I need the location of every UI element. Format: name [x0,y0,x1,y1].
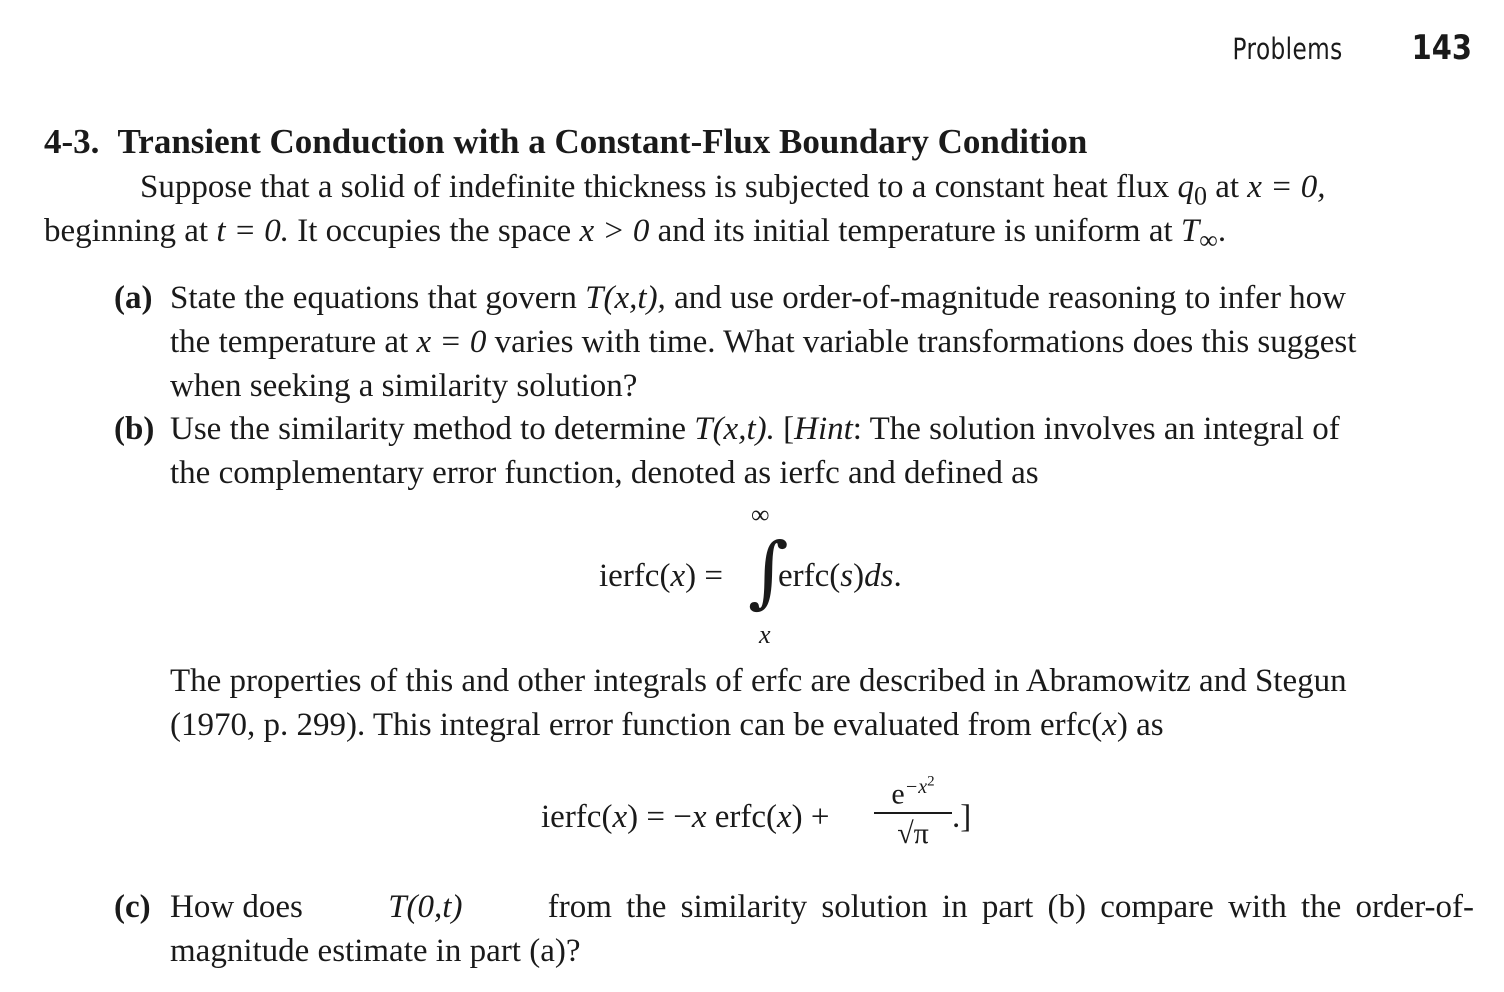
part-c-label: (c) [114,889,151,925]
part-a-line-1 [170,276,1346,320]
part-b-line-1 [170,407,1340,451]
part-b-label: (b) [114,411,155,447]
part-c-text-1a: How does [170,889,303,925]
page-number: 143 [1411,28,1472,68]
part-c-line-1 [170,885,1474,929]
intro-text-2a: beginning at [44,213,209,249]
intro-t0: t = 0. [216,213,289,249]
part-b-bracket: [ [783,411,795,447]
part-b-hint: Hint [794,411,853,447]
running-header [1205,28,1472,68]
intro-at: at [1215,169,1240,205]
intro-text-2b: It occupies the space [297,213,572,249]
section-title: Problems [1232,32,1344,66]
part-a-line-2 [170,320,1356,364]
part-b-text-1a: Use the similarity method to determine [170,411,686,447]
intro-xgt0: x > 0 [579,213,650,249]
intro-line-2 [44,209,1226,263]
intro-text-1: Suppose that a solid of indefinite thickness is subjected to a constant heat flux [140,169,1170,205]
integral-sign: ∫ [748,527,789,617]
eq1-lhs: ierfc(x) = [599,558,723,594]
part-a-label: (a) [114,280,153,316]
part-a-T: T(x,t), [585,280,666,316]
part-c-line-2: magnitude estimate in part (a)? [170,933,581,969]
part-b-line-2: the complementary error function, denoted as ierfc and defined as [170,455,1039,491]
part-a-text-1b: and use order-of-magnitude reasoning to infer how [674,280,1347,316]
part-b-T: T(x,t). [694,411,775,447]
intro-x0: x = 0, [1247,169,1326,205]
eq1-lower-limit: x [759,620,771,649]
eq2-denominator: √π [897,816,929,850]
eq2-numerator: $e^{-x^2}$ [891,773,935,811]
part-b-para-line-1: The properties of this and other integrals of erfc are described in Abramowitz and Stegun [170,663,1347,699]
intro-text-2c: and its initial temperature is uniform at [657,213,1173,249]
problem-number: 4-3. [44,122,100,161]
part-c-text-1b: from the similarity solution in part (b) compare with the order-of- [547,889,1474,925]
eq2-end: .] [952,799,972,835]
intro-q0: $q_0$ [1177,169,1207,211]
eq2-fraction [874,764,952,854]
part-a-text-2a: the temperature at [170,324,409,360]
intro-Tinf: $T_\infty$. [1180,213,1227,255]
eq2-lhs: ierfc(x) = −x erfc(x) + [541,799,830,835]
part-a-x0: x = 0 [416,324,487,360]
problem-title [44,122,1087,162]
problem-title-text: Transient Conduction with a Constant-Flux Boundary Condition [117,122,1088,161]
part-b-para-line-2: (1970, p. 299). This integral error function can be evaluated from erfc(x) as [170,707,1164,743]
part-b-text-1c: : The solution involves an integral of [852,411,1340,447]
part-c-T: T(0,t) [388,889,463,925]
eq1-integrand: erfc(s)ds. [778,558,902,594]
part-a-text-2b: varies with time. What variable transformations does this suggest [494,324,1357,360]
part-a-text-1a: State the equations that govern [170,280,577,316]
eq1-upper-limit: ∞ [751,500,770,529]
part-a-line-3: when seeking a similarity solution? [170,368,638,404]
